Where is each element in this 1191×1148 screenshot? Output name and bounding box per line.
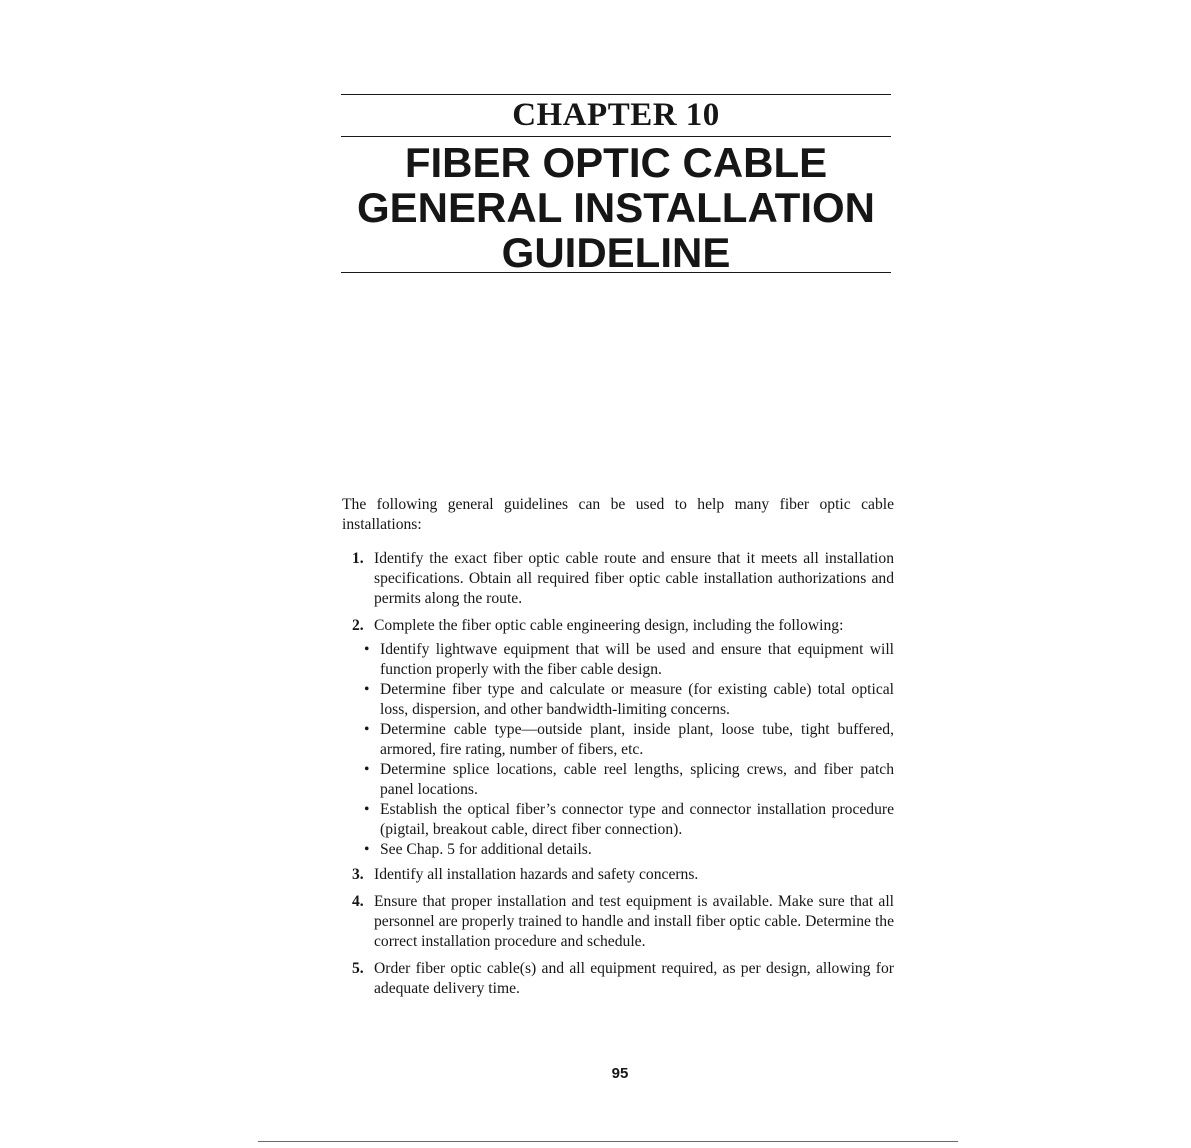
- chapter-title-line: FIBER OPTIC CABLE: [404, 139, 828, 186]
- bullet-icon: •: [364, 641, 370, 658]
- item-text: Identify all installation hazards and safety concerns.: [374, 866, 699, 883]
- chapter-bottom-rule: [341, 272, 891, 273]
- guideline-list: [342, 549, 894, 1006]
- scan-edge-line: [258, 1141, 958, 1142]
- bullet-text: Determine splice locations, cable reel lengths, splicing crews, and fiber patch panel locations.: [380, 761, 894, 798]
- bullet-icon: •: [364, 681, 370, 698]
- bullet-icon: •: [364, 761, 370, 778]
- bullet-item: [342, 800, 894, 840]
- list-item: [342, 616, 894, 636]
- bullet-icon: •: [364, 721, 370, 738]
- bullet-item: [342, 760, 894, 800]
- list-item: [342, 549, 894, 609]
- chapter-title-line: GUIDELINE: [501, 229, 731, 276]
- chapter-title-line: GENERAL INSTALLATION: [357, 184, 875, 231]
- item-text: Identify the exact fiber optic cable route and ensure that it meets all installation specifications. Obtain all required fiber optic cable installation authorizations and permits along the route.: [374, 550, 894, 607]
- sub-bullet-list: [342, 640, 894, 860]
- bullet-text: Determine fiber type and calculate or measure (for existing cable) total optical loss, dispersion, and other bandwidth-limiting concerns.: [380, 681, 894, 718]
- item-number: 2.: [352, 617, 364, 634]
- list-item: [342, 959, 894, 999]
- bullet-text: Identify lightwave equipment that will be used and ensure that equipment will function properly with the fiber cable design.: [380, 641, 894, 678]
- bullet-icon: •: [364, 841, 370, 858]
- list-item: [342, 892, 894, 952]
- chapter-label: CHAPTER 10: [512, 97, 720, 133]
- item-number: 1.: [352, 550, 364, 567]
- item-number: 5.: [352, 960, 364, 977]
- chapter-mid-rule: [341, 136, 891, 137]
- bullet-text: Establish the optical fiber’s connector type and connector installation procedure (pigtail, breakout cable, direct fiber connection).: [380, 801, 894, 838]
- list-item: [342, 865, 894, 885]
- item-text: Order fiber optic cable(s) and all equipment required, as per design, allowing for adequate delivery time.: [374, 960, 894, 997]
- intro-paragraph: The following general guidelines can be used to help many fiber optic cable installations:: [342, 496, 894, 533]
- bullet-text: See Chap. 5 for additional details.: [380, 841, 592, 858]
- chapter-title: [326, 140, 906, 275]
- page-number: 95: [611, 1065, 629, 1082]
- bullet-item: [342, 720, 894, 760]
- bullet-text: Determine cable type—outside plant, inside plant, loose tube, tight buffered, armored, fire rating, number of fibers, etc.: [380, 721, 894, 758]
- bullet-item: [342, 680, 894, 720]
- item-text: Complete the fiber optic cable engineering design, including the following:: [374, 617, 844, 634]
- item-number: 4.: [352, 893, 364, 910]
- bullet-icon: •: [364, 801, 370, 818]
- bullet-item: [342, 840, 894, 860]
- bullet-item: [342, 640, 894, 680]
- item-text: Ensure that proper installation and test equipment is available. Make sure that all personnel are properly trained to handle and install fiber optic cable. Determine the correct installation procedure and schedule.: [374, 893, 894, 950]
- item-number: 3.: [352, 866, 364, 883]
